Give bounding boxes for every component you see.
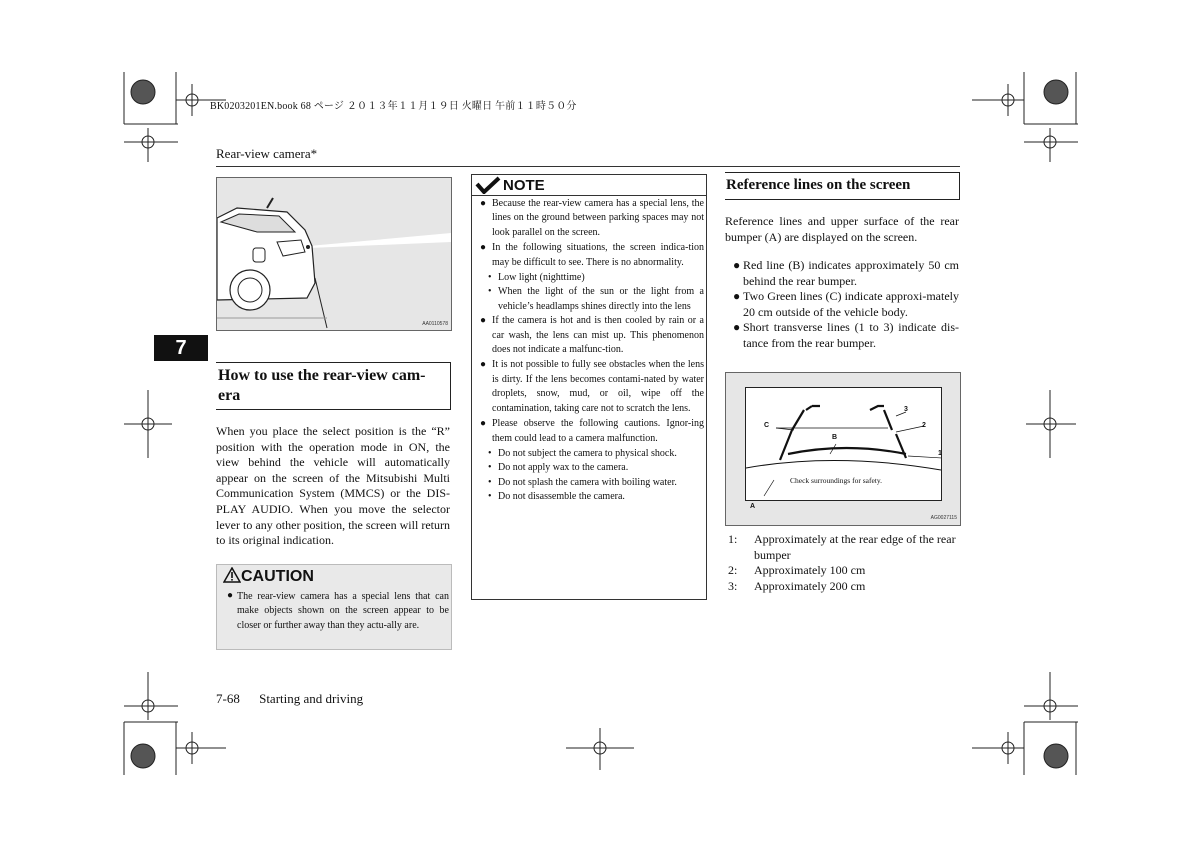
reference-heading: Reference lines on the screen bbox=[726, 177, 911, 193]
reference-item-text: Short transverse lines (1 to 3) indicate dis-tance from the rear bumper. bbox=[743, 320, 959, 350]
bullet-icon: ● bbox=[227, 590, 234, 601]
note-item bbox=[480, 358, 704, 416]
note-list bbox=[480, 197, 704, 505]
bullet-icon: ● bbox=[733, 320, 741, 335]
bullet-icon: ● bbox=[733, 289, 741, 304]
note-item-text: In the following situations, the screen indica-tion may be difficult to see. There is no abnormality. bbox=[492, 242, 704, 268]
note-box bbox=[471, 174, 707, 600]
distance-number: 2: bbox=[728, 563, 738, 578]
label-a: A bbox=[750, 503, 756, 510]
note-title: NOTE bbox=[503, 177, 545, 194]
how-to-heading-line1: How to use the rear-view cam- bbox=[218, 367, 426, 384]
distance-text: Approximately 100 cm bbox=[754, 563, 866, 578]
distance-item bbox=[728, 532, 960, 563]
note-subitem bbox=[480, 490, 704, 504]
sub-bullet-icon: • bbox=[488, 491, 492, 503]
reference-item-text: Red line (B) indicates approximately 50 cm behind the rear bumper. bbox=[743, 258, 959, 288]
distance-number: 3: bbox=[728, 578, 738, 593]
note-subitem-text: Do not subject the camera to physical shock. bbox=[498, 447, 677, 459]
note-header bbox=[472, 175, 706, 196]
note-checkmark-icon bbox=[475, 176, 501, 194]
label-2: 2 bbox=[922, 422, 926, 429]
distance-item bbox=[728, 579, 960, 595]
reference-item bbox=[733, 320, 959, 351]
rear-camera-figure bbox=[216, 177, 452, 331]
note-item-text: If the camera is hot and is then cooled by rain or a car wash, the lens can mist up. This phenomenon does not indicate a malfunc-tion. bbox=[492, 315, 704, 356]
note-item bbox=[480, 314, 704, 357]
bullet-icon: ● bbox=[480, 418, 487, 430]
bullet-icon: ● bbox=[480, 315, 487, 327]
section-name: Starting and driving bbox=[259, 691, 364, 706]
note-item-text: It is not possible to fully see obstacles when the lens is dirty. If the lens becomes contami-nated by water droplets, snow, mud, or oil, wipe off the contamination, taking care not to scratch the lens. bbox=[492, 359, 704, 414]
how-to-body: When you place the select position is the “R” position with the operation mode in ON, the view behind the vehicle will automatically appear on the screen of the Mitsubishi Multi Communication System (MMCS) or the DIS-PLAY AUDIO. When you move the selector lever to any other position, the screen will return to its original indication. bbox=[216, 424, 450, 548]
note-subitem-text: Low light (nighttime) bbox=[498, 272, 585, 284]
warning-triangle-icon bbox=[223, 567, 241, 583]
note-subitem bbox=[480, 447, 704, 461]
note-subitem-text: When the light of the sun or the light from a vehicle’s headlamps shines directly into the lens bbox=[498, 286, 704, 312]
figure-code: AA0110578 bbox=[422, 321, 448, 327]
page-footer bbox=[216, 691, 363, 707]
reference-item bbox=[733, 289, 959, 320]
car-rear-illustration bbox=[217, 178, 451, 330]
note-subitem bbox=[480, 271, 704, 285]
note-item bbox=[480, 241, 704, 270]
distance-item bbox=[728, 563, 960, 579]
distance-text: Approximately 200 cm bbox=[754, 578, 866, 593]
note-subitem-text: Do not apply wax to the camera. bbox=[498, 462, 629, 474]
caution-title-text: CAUTION bbox=[241, 568, 314, 585]
note-item-text: Please observe the following cautions. Ignor-ing them could lead to a camera malfunction. bbox=[492, 418, 704, 444]
how-to-heading-line2: era bbox=[218, 387, 241, 404]
camera-screen bbox=[745, 387, 942, 501]
note-subitem-text: Do not splash the camera with boiling water. bbox=[498, 476, 677, 488]
reference-intro: Reference lines and upper surface of the rear bumper (A) are displayed on the screen. bbox=[725, 214, 959, 244]
reference-item bbox=[733, 258, 959, 289]
figure-code: AG0027115 bbox=[930, 515, 957, 521]
label-b: B bbox=[832, 434, 838, 441]
sub-bullet-icon: • bbox=[488, 447, 492, 459]
note-subitem bbox=[480, 461, 704, 475]
label-3: 3 bbox=[904, 406, 908, 413]
note-item bbox=[480, 197, 704, 240]
distance-list bbox=[728, 532, 960, 594]
page-number: 7-68 bbox=[216, 691, 240, 706]
bullet-icon: ● bbox=[480, 242, 487, 254]
note-item-text: Because the rear-view camera has a special lens, the lines on the ground between parking spaces may not look parallel on the screen. bbox=[492, 198, 704, 238]
caution-text: The rear-view camera has a special lens that can make objects shown on the screen appear to be closer or further away than they actu-ally are. bbox=[237, 591, 449, 631]
label-1: 1 bbox=[938, 450, 942, 457]
screen-message: Check surroundings for safety. bbox=[790, 476, 882, 485]
header-rule bbox=[216, 166, 960, 167]
caution-title bbox=[223, 567, 314, 586]
note-subitem bbox=[480, 285, 704, 314]
chapter-tab: 7 bbox=[154, 335, 208, 361]
how-to-heading bbox=[218, 366, 448, 406]
label-c: C bbox=[764, 422, 770, 429]
bullet-icon: ● bbox=[733, 258, 741, 272]
note-subitem bbox=[480, 476, 704, 490]
reference-list bbox=[733, 258, 959, 352]
sub-bullet-icon: • bbox=[488, 462, 492, 474]
print-header: BK0203201EN.book 68 ページ ２０１３年１１月１９日 火曜日 午前１１時５０分 bbox=[210, 101, 577, 112]
distance-text: Approximately at the rear edge of the rear bumper bbox=[754, 532, 956, 562]
reference-item-text: Two Green lines (C) indicate approxi-mately 20 cm outside of the vehicle body. bbox=[743, 289, 959, 319]
caution-box bbox=[216, 564, 452, 650]
sub-bullet-icon: • bbox=[488, 272, 492, 284]
bullet-icon: ● bbox=[480, 198, 487, 209]
note-item bbox=[480, 417, 704, 446]
reference-lines-figure bbox=[725, 372, 961, 526]
note-subitem-text: Do not disassemble the camera. bbox=[498, 491, 625, 503]
running-title: Rear-view camera* bbox=[216, 146, 318, 161]
sub-bullet-icon: • bbox=[488, 476, 492, 488]
sub-bullet-icon: • bbox=[488, 286, 492, 298]
distance-number: 1: bbox=[728, 532, 738, 546]
bullet-icon: ● bbox=[480, 359, 487, 371]
